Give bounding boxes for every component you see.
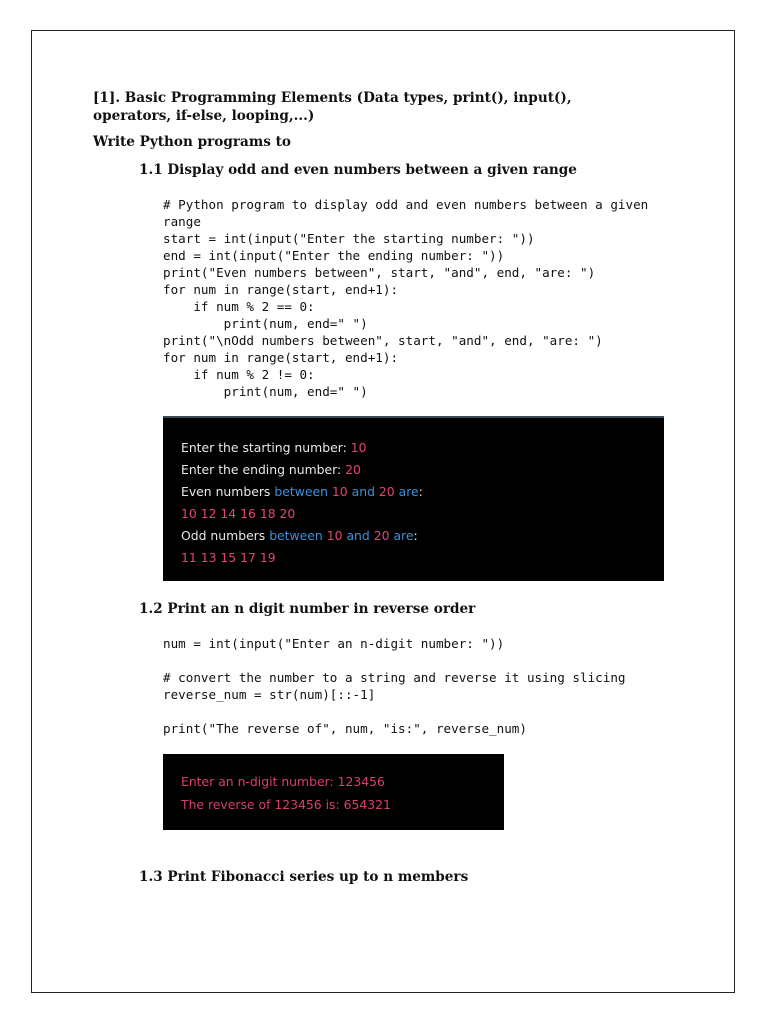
code-block-1-1 xyxy=(163,196,648,400)
section-intro: Write Python programs to xyxy=(93,134,291,150)
subsection-1-3-title: 1.3 Print Fibonacci series up to n members xyxy=(139,869,469,885)
output-line-odd-list: 11 13 15 17 19 xyxy=(181,550,276,565)
terminal-output-1-1 xyxy=(163,416,664,581)
output-line-result: The reverse of 123456 is: 654321 xyxy=(181,797,391,812)
code-line xyxy=(163,703,626,720)
code-line: end = int(input("Enter the ending number: ")) xyxy=(163,248,505,263)
code-line: if num % 2 == 0: xyxy=(163,299,315,314)
code-line: print("Even numbers between", start, "and", end, "are: ") xyxy=(163,265,596,280)
code-line: reverse_num = str(num)[::-1] xyxy=(163,687,376,702)
output-line-end: Enter the ending number: 20 xyxy=(181,462,361,477)
section-heading: [1]. Basic Programming Elements (Data types, print(), input(), operators, if-else, looping,...) xyxy=(93,90,572,124)
code-line: start = int(input("Enter the starting number: ")) xyxy=(163,231,535,246)
output-line-even-list: 10 12 14 16 18 20 xyxy=(181,506,296,521)
output-line-start: Enter the starting number: 10 xyxy=(181,440,367,455)
code-line: if num % 2 != 0: xyxy=(163,367,315,382)
code-line: num = int(input("Enter an n-digit number: ")) xyxy=(163,636,505,651)
code-line: print("\nOdd numbers between", start, "and", end, "are: ") xyxy=(163,333,603,348)
terminal-output-1-2 xyxy=(163,754,504,830)
code-line: print("The reverse of", num, "is:", reverse_num) xyxy=(163,721,527,736)
subsection-1-2-title: 1.2 Print an n digit number in reverse order xyxy=(139,601,476,617)
code-line xyxy=(163,652,626,669)
code-line: for num in range(start, end+1): xyxy=(163,282,399,297)
code-line: # Python program to display odd and even numbers between a given xyxy=(163,197,649,212)
output-line-prompt: Enter an n-digit number: 123456 xyxy=(181,774,385,789)
code-line: range xyxy=(163,214,201,229)
output-line-odd-header: Odd numbers between 10 and 20 are: xyxy=(181,528,418,543)
subsection-1-1-title: 1.1 Display odd and even numbers between a given range xyxy=(139,162,577,178)
code-line: print(num, end=" ") xyxy=(163,384,368,399)
code-line: # convert the number to a string and reverse it using slicing xyxy=(163,670,626,685)
code-line: for num in range(start, end+1): xyxy=(163,350,399,365)
code-line: print(num, end=" ") xyxy=(163,316,368,331)
code-block-1-2 xyxy=(163,635,626,737)
output-line-even-header: Even numbers between 10 and 20 are: xyxy=(181,484,423,499)
